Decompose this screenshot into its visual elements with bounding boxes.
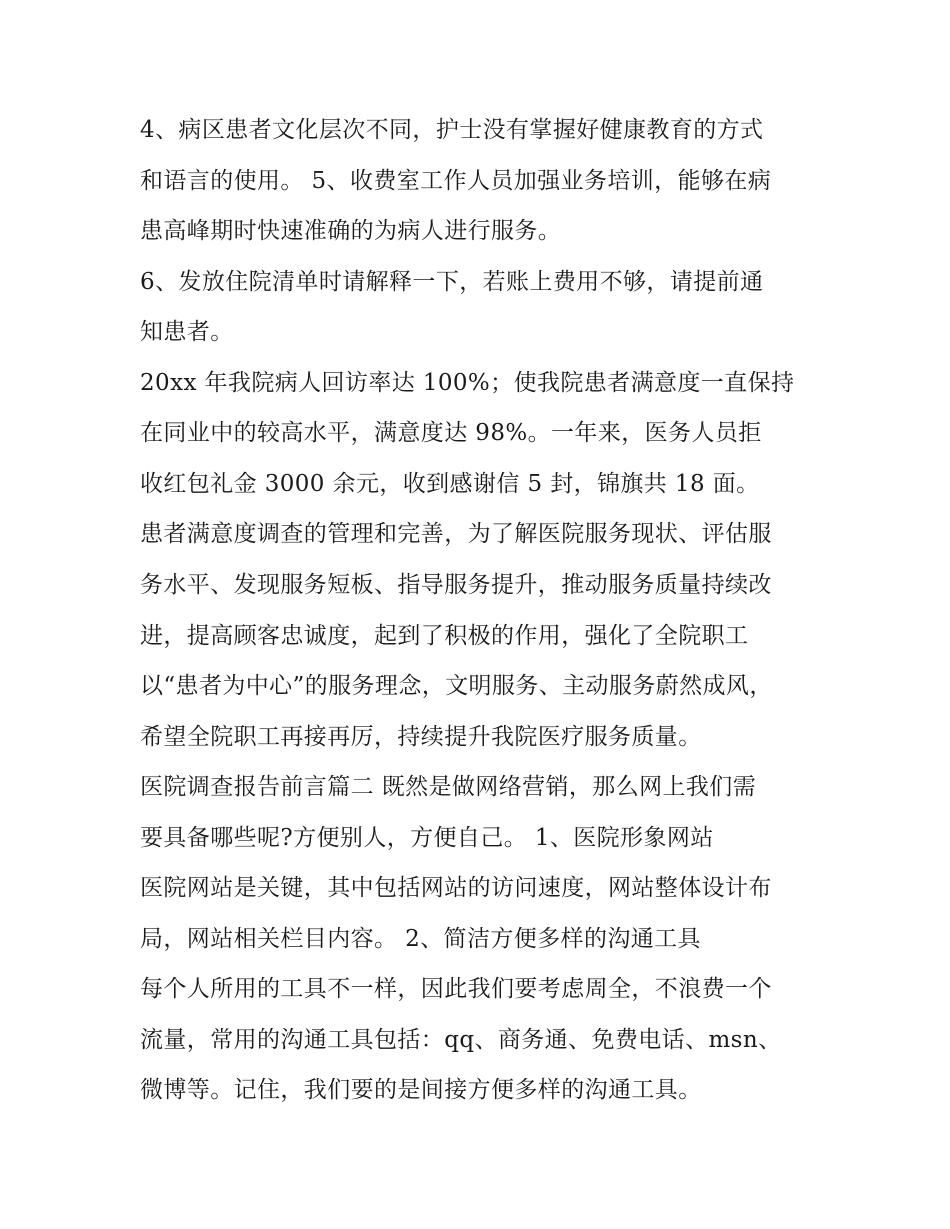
text-line: 医院网站是关键，其中包括网站的访问速度，网站整体设计布 bbox=[140, 875, 772, 901]
text-line: 要具备哪些呢?方便别人，方便自己。 1、医院形象网站 bbox=[140, 825, 714, 851]
text-line: 进，提高顾客忠诚度，起到了积极的作用，强化了全院职工 bbox=[140, 623, 749, 649]
text-line: 收红包礼金 3000 余元，收到感谢信 5 封，锦旗共 18 面。 bbox=[140, 471, 760, 497]
text-line: 流量，常用的沟通工具包括：qq、商务通、免费电话、msn、 bbox=[140, 1027, 782, 1053]
text-line: 务水平、发现服务短板、指导服务提升，推动服务质量持续改 bbox=[140, 572, 772, 598]
text-line: 20xx 年我院病人回访率达 100%；使我院患者满意度一直保持 bbox=[140, 370, 795, 396]
text-line: 4、病区患者文化层次不同，护士没有掌握好健康教育的方式 bbox=[140, 117, 764, 143]
text-line: 和语言的使用。 5、收费室工作人员加强业务培训，能够在病 bbox=[140, 168, 772, 194]
text-line: 6、发放住院清单时请解释一下，若账上费用不够，请提前通 bbox=[140, 269, 764, 295]
text-line: 患高峰期时快速准确的为病人进行服务。 bbox=[140, 218, 562, 244]
text-line: 知患者。 bbox=[140, 319, 234, 345]
text-line: 以“患者为中心”的服务理念，文明服务、主动服务蔚然成风， bbox=[140, 673, 773, 699]
text-line: 患者满意度调查的管理和完善，为了解医院服务现状、评估服 bbox=[140, 521, 772, 547]
text-line: 希望全院职工再接再厉，持续提升我院医疗服务质量。 bbox=[140, 724, 702, 750]
text-line: 局，网站相关栏目内容。 2、简洁方便多样的沟通工具 bbox=[140, 926, 701, 952]
text-line: 微博等。记住，我们要的是间接方便多样的沟通工具。 bbox=[140, 1077, 702, 1103]
text-line: 医院调查报告前言篇二 既然是做网络营销，那么网上我们需 bbox=[140, 774, 757, 800]
text-line: 在同业中的较高水平，满意度达 98%。一年来，医务人员拒 bbox=[140, 420, 762, 446]
text-line: 每个人所用的工具不一样，因此我们要考虑周全，不浪费一个 bbox=[140, 976, 772, 1002]
